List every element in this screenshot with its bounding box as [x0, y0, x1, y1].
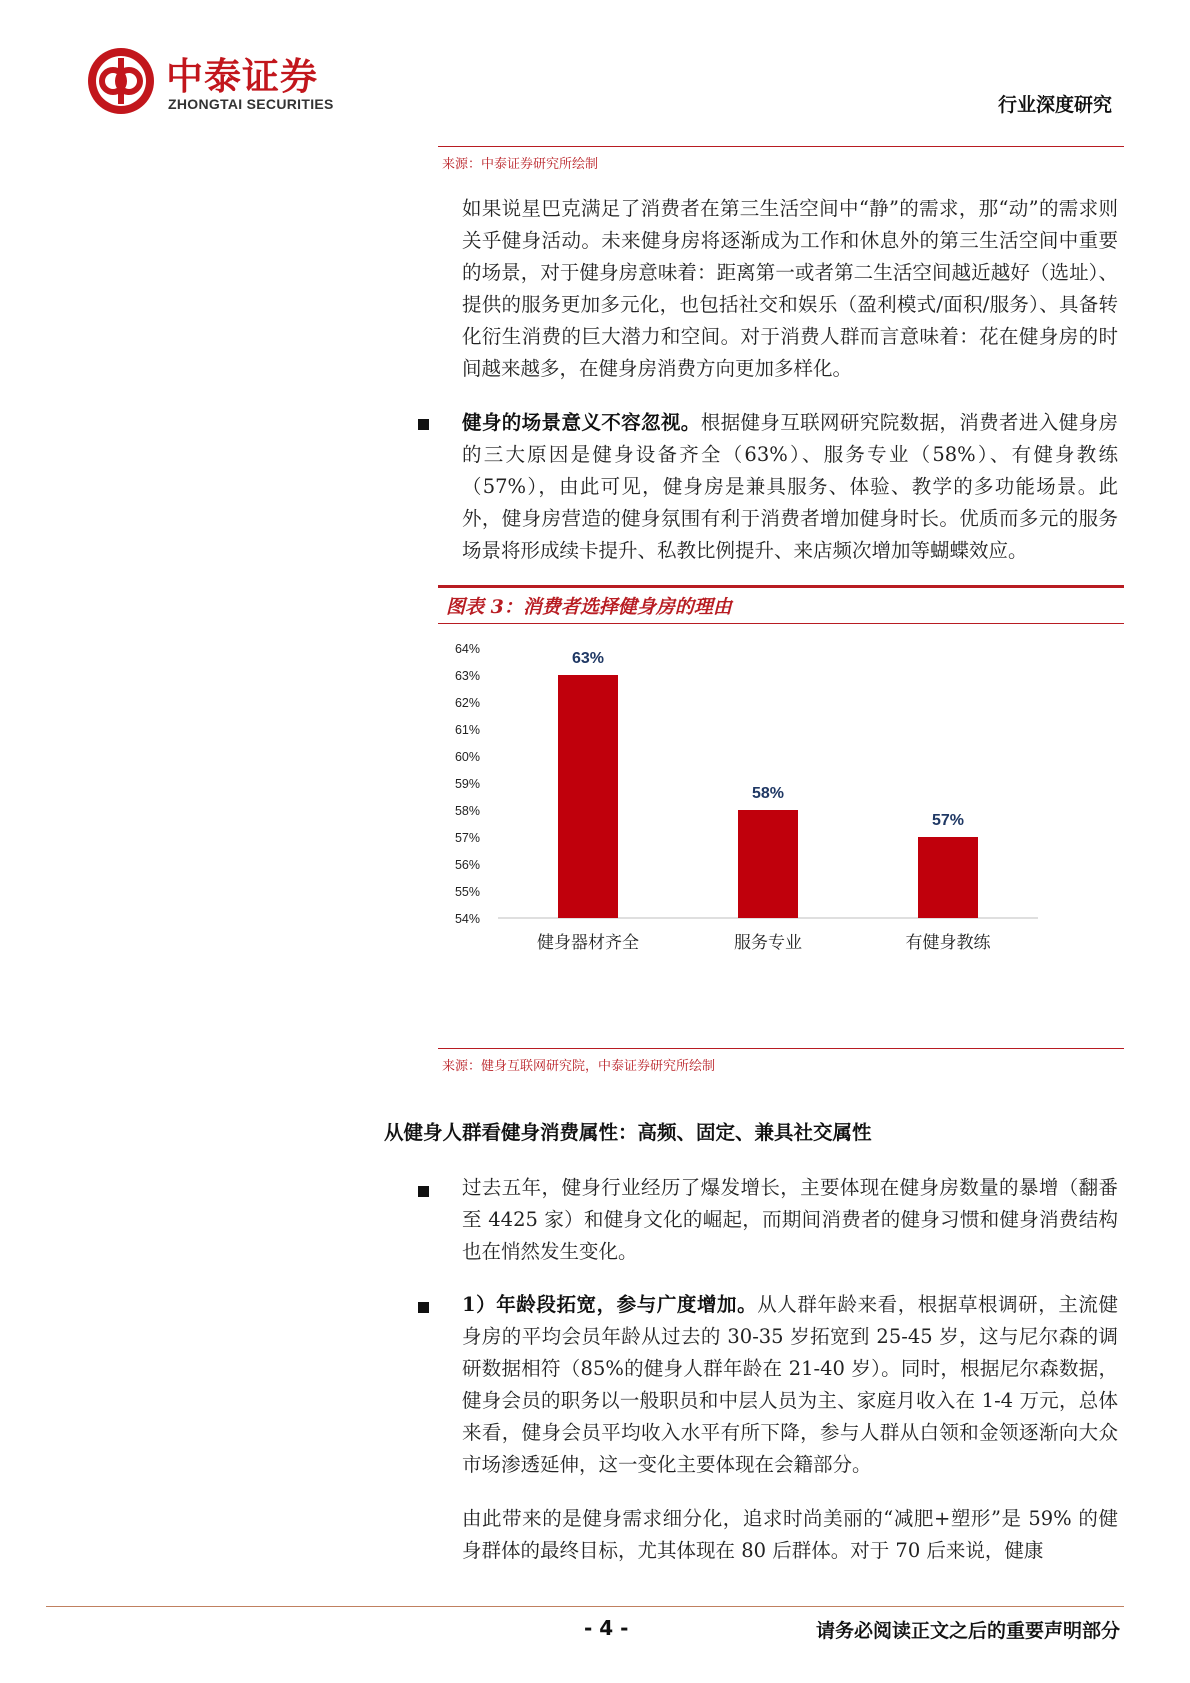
paragraph-starbucks: 如果说星巴克满足了消费者在第三生活空间中“静”的需求，那“动”的需求则关乎健身活动。未来健身房将逐渐成为工作和休息外的第三生活空间中重要的场景，对于健身房意味着：距离第一或者第二生活空间越近越好（选址）、提供的服务更加多元化，也包括社交和娱乐（盈利模式/面积/服务）、具备转化衍生消费的巨大潜力和空间。对于消费人群而言意味着：花在健身房的时间越来越多，在健身房消费方向更加多样化。	[462, 197, 1118, 380]
bar-value-label: 63%	[571, 650, 605, 667]
bar-chart	[438, 630, 1124, 1050]
zhongtai-logo-icon	[86, 46, 156, 116]
chart-title: 图表 3：消费者选择健身房的理由	[446, 596, 732, 618]
y-tick-label: 60%	[454, 750, 480, 764]
chart-source-rule	[438, 1048, 1124, 1049]
bullet-scene-significance	[462, 407, 1118, 567]
chart-title-bar	[438, 585, 1124, 624]
y-tick-label: 55%	[454, 885, 480, 899]
source-note-top: 来源：中泰证券研究所绘制	[442, 157, 599, 172]
paragraph-demand: 由此带来的是健身需求细分化，追求时尚美丽的“减肥+塑形”是 59% 的健身群体的最终目标，尤其体现在 80 后群体。对于 70 后来说，健康	[462, 1507, 1118, 1562]
bullet-marker	[418, 419, 429, 430]
top-source-rule	[438, 146, 1124, 147]
page-number: - 4 -	[584, 1616, 629, 1640]
section-heading: 从健身人群看健身消费属性：高频、固定、兼具社交属性	[384, 1121, 872, 1144]
y-tick-label: 58%	[454, 804, 480, 818]
y-tick-label: 54%	[454, 912, 480, 926]
logo-english-name: ZHONGTAI SECURITIES	[168, 96, 334, 112]
x-category-label: 服务专业	[734, 933, 802, 953]
y-tick-label: 61%	[454, 723, 480, 737]
footer-disclaimer: 请务必阅读正文之后的重要声明部分	[815, 1620, 1120, 1642]
y-tick-label: 62%	[454, 696, 480, 710]
y-tick-label: 64%	[454, 642, 480, 656]
y-tick-label: 57%	[454, 831, 480, 845]
logo-chinese-name: 中泰证券	[166, 55, 318, 98]
y-tick-label: 59%	[454, 777, 480, 791]
source-note-chart: 来源：健身互联网研究院，中泰证券研究所绘制	[442, 1059, 716, 1074]
bullet-body: 从人群年龄来看，根据草根调研，主流健身房的平均会员年龄从过去的 30-35 岁拓宽到 25-45 岁，这与尼尔森的调研数据相符（85%的健身人群年龄在 21-40 岁）。同时，根据尼尔森数据，健身会员的职务以一般职员和中层人员为主、家庭月收入在 1-4 万元，总体来看，健身会员平均收入水平有所下降，参与人群从白领和金领逐渐向大众市场渗透延伸，这一变化主要体现在会籍部分。	[462, 1293, 1118, 1476]
report-type: 行业深度研究	[997, 94, 1112, 116]
bar-value-label: 58%	[751, 785, 785, 802]
bullet-body: 根据健身互联网研究院数据，消费者进入健身房的三大原因是健身设备齐全（63%）、服务专业（58%）、有健身教练（57%），由此可见，健身房是兼具服务、体验、教学的多功能场景。此外，健身房营造的健身氛围有利于消费者增加健身时长。优质而多元的服务场景将形成续卡提升、私教比例提升、来店频次增加等蝴蝶效应。	[462, 411, 1118, 562]
x-category-label: 有健身教练	[905, 933, 991, 953]
bar-value-label: 57%	[931, 812, 965, 829]
y-tick-label: 56%	[454, 858, 480, 872]
bullet-lead: 1）年龄段拓宽，参与广度增加。	[462, 1293, 758, 1316]
x-category-label: 健身器材齐全	[537, 933, 639, 953]
bullet-marker	[418, 1186, 429, 1197]
bullet-lead: 健身的场景意义不容忽视。	[462, 411, 701, 434]
footer-rule	[46, 1606, 1124, 1607]
bar	[918, 837, 978, 918]
bullet-age-range	[462, 1289, 1118, 1481]
y-tick-label: 63%	[454, 669, 480, 683]
bullet-industry-growth: 过去五年，健身行业经历了爆发增长，主要体现在健身房数量的暴增（翻番至 4425 家）和健身文化的崛起，而期间消费者的健身习惯和健身消费结构也在悄然发生变化。	[462, 1176, 1118, 1263]
bar	[558, 675, 618, 918]
bar	[738, 810, 798, 918]
company-logo	[86, 46, 366, 118]
bullet-marker	[418, 1302, 429, 1313]
